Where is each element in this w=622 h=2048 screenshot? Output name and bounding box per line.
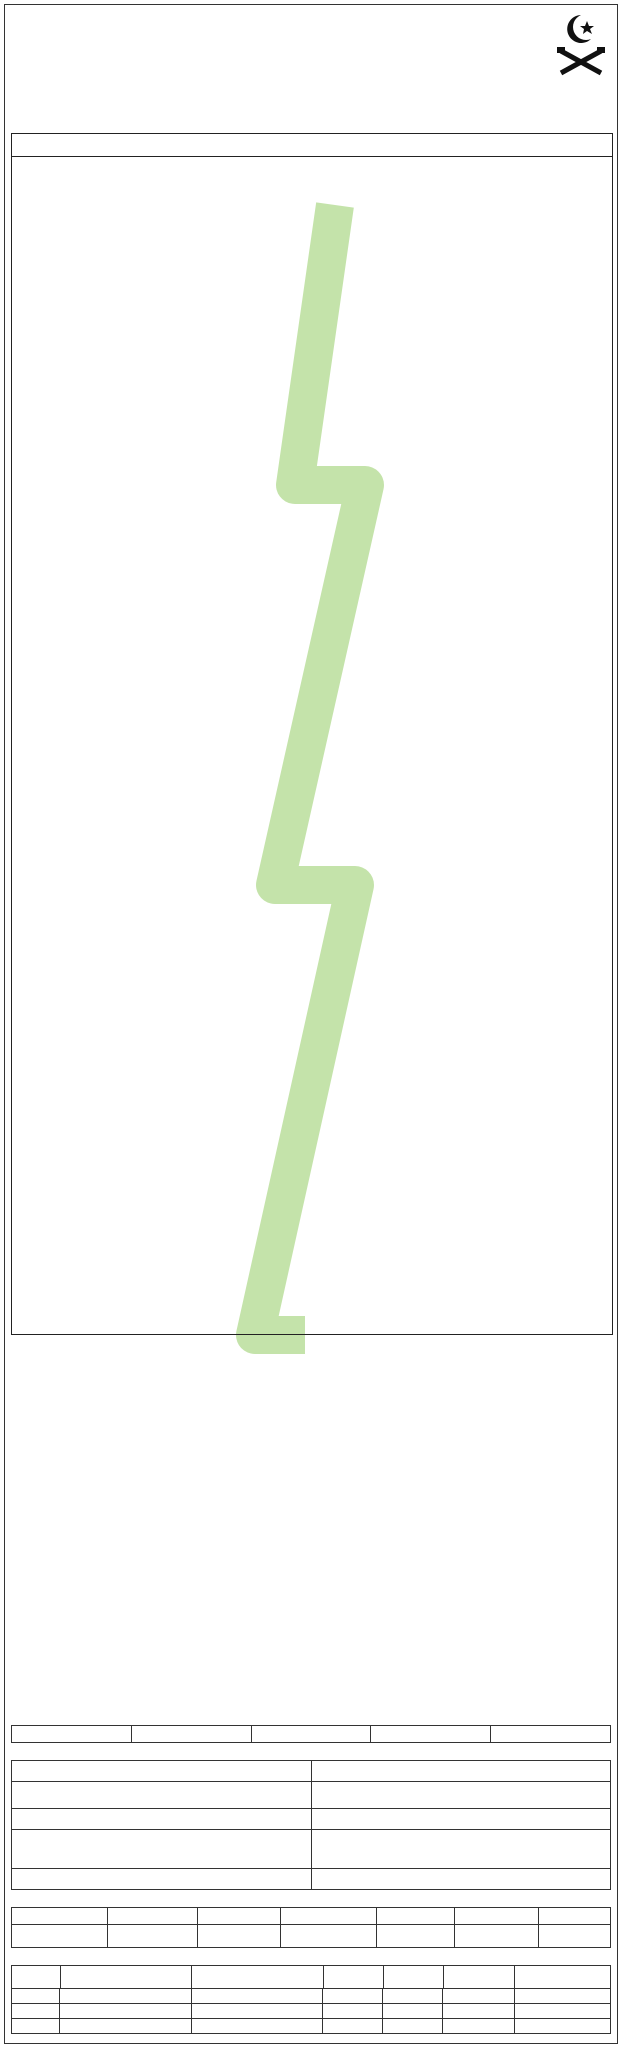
col-subjects: [538, 1908, 610, 1924]
personal-grid: [11, 1760, 611, 1890]
mobile-field[interactable]: [12, 1869, 311, 1889]
col-year: [197, 1908, 281, 1924]
army-emblem-icon: [553, 11, 609, 79]
academic-header: [11, 1907, 611, 1925]
col-job: [60, 1966, 192, 1988]
age-field[interactable]: [311, 1782, 610, 1808]
experience-heading: [11, 1951, 611, 1965]
col-to: [383, 1966, 443, 1988]
station-peshawar[interactable]: [490, 1726, 610, 1742]
academic-heading: [11, 1893, 611, 1907]
dob-field[interactable]: [12, 1782, 311, 1808]
personal-heading: [11, 1746, 611, 1760]
vacancy-table: [11, 133, 613, 1335]
father-name-field[interactable]: [311, 1761, 610, 1781]
station-lahore[interactable]: [131, 1726, 251, 1742]
academic-row[interactable]: [11, 1925, 611, 1948]
instructions-heading: [11, 1341, 611, 1361]
station-rawalpindi[interactable]: [12, 1726, 131, 1742]
header: [5, 5, 617, 91]
col-marks: [280, 1908, 376, 1924]
col-total: [376, 1908, 454, 1924]
experience-row[interactable]: [11, 1989, 611, 2004]
col-period: [443, 1966, 515, 1988]
permanent-address-field[interactable]: [311, 1830, 610, 1868]
phone-field[interactable]: [311, 1869, 610, 1889]
col-reason: [514, 1966, 610, 1988]
station-selector: [11, 1725, 611, 1743]
col-employer: [191, 1966, 323, 1988]
vacancy-table-header: [12, 134, 612, 157]
col-division: [454, 1908, 538, 1924]
domicile-field[interactable]: [12, 1809, 311, 1829]
col-degree: [12, 1908, 107, 1924]
col-sr: [12, 1966, 60, 1988]
name-field[interactable]: [12, 1761, 311, 1781]
station-quetta[interactable]: [370, 1726, 490, 1742]
advertisement-page: [4, 4, 618, 2044]
mailing-address-field[interactable]: [12, 1830, 311, 1868]
experience-header: [11, 1965, 611, 1989]
experience-row[interactable]: [11, 2004, 611, 2019]
application-form: [11, 1723, 611, 2036]
station-karachi[interactable]: [251, 1726, 371, 1742]
cnic-field[interactable]: [311, 1809, 610, 1829]
instructions: [11, 1341, 611, 1361]
col-from: [323, 1966, 383, 1988]
col-board: [107, 1908, 197, 1924]
experience-row[interactable]: [11, 2019, 611, 2034]
